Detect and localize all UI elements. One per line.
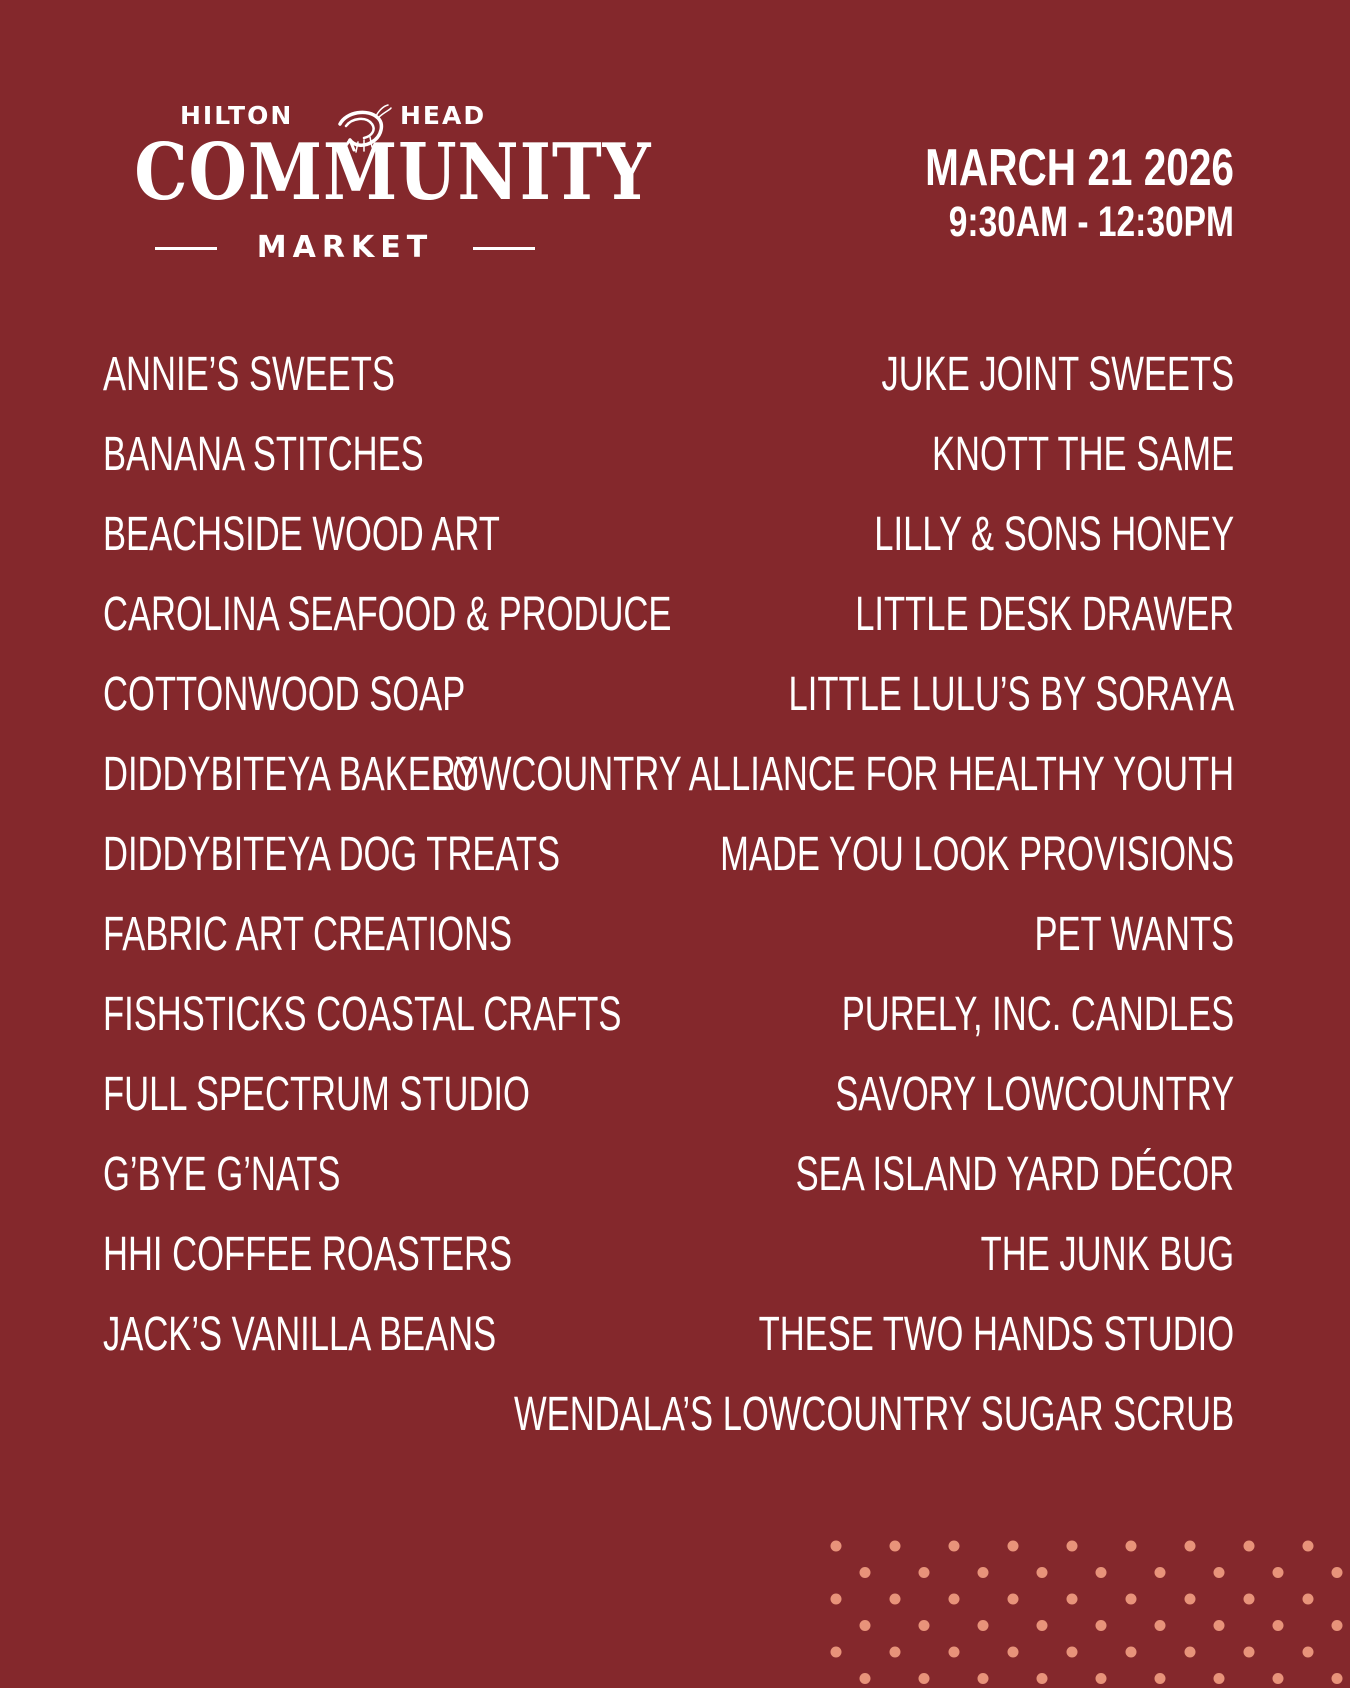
vendor-item: MADE YOU LOOK PROVISIONS [719,828,1234,881]
vendor-item: KNOTT THE SAME [931,428,1234,481]
decorative-dot [1244,1594,1255,1605]
decorative-dot [1332,1567,1343,1578]
vendor-item: G’BYE G’NATS [103,1148,341,1201]
decorative-dot [1214,1673,1225,1684]
decorative-dot [1008,1647,1019,1658]
vendor-item: LOWCOUNTRY ALLIANCE FOR HEALTHY YOUTH [432,748,1234,801]
decorative-dot [1155,1567,1166,1578]
decorative-dot [1067,1647,1078,1658]
decorative-dot [949,1541,960,1552]
vendor-item: DIDDYBITEYA BAKERY [103,748,479,801]
decorative-dot [1126,1541,1137,1552]
event-date: MARCH 21 2026 [925,139,1234,197]
vendor-item: CAROLINA SEAFOOD & PRODUCE [103,588,672,641]
vendor-item: SAVORY LOWCOUNTRY [835,1068,1234,1121]
vendor-item: BANANA STITCHES [103,428,424,481]
decorative-dot [831,1594,842,1605]
decorative-dot [1303,1594,1314,1605]
decorative-dot-pattern [820,1530,1350,1688]
logo-divider-right [473,247,535,250]
decorative-dot [1096,1567,1107,1578]
decorative-dot [949,1647,960,1658]
vendor-column-right [121,345,1234,1465]
vendor-item: WENDALA’S LOWCOUNTRY SUGAR SCRUB [513,1388,1234,1441]
decorative-dot [860,1620,871,1631]
decorative-dot [1155,1620,1166,1631]
vendor-item: PET WANTS [1034,908,1234,961]
vendor-item: LILLY & SONS HONEY [874,508,1234,561]
decorative-dot [1244,1647,1255,1658]
logo-top-left-text: HILTON [180,101,294,130]
vendor-item: BEACHSIDE WOOD ART [103,508,500,561]
vendor-item: COTTONWOOD SOAP [103,668,466,721]
decorative-dot [1214,1567,1225,1578]
vendor-item: FABRIC ART CREATIONS [103,908,513,961]
event-time: 9:30AM - 12:30PM [948,198,1234,246]
logo-bottom-text: MARKET [256,230,434,265]
vendor-item: PURELY, INC. CANDLES [841,988,1234,1041]
decorative-dot [1037,1673,1048,1684]
decorative-dot [1185,1541,1196,1552]
vendor-item: ANNIE’S SWEETS [103,348,395,401]
decorative-dot [1155,1673,1166,1684]
decorative-dot [949,1594,960,1605]
vendor-item: FULL SPECTRUM STUDIO [103,1068,530,1121]
decorative-dot [1126,1647,1137,1658]
decorative-dot [1303,1647,1314,1658]
decorative-dot [1273,1620,1284,1631]
vendor-item: JACK’S VANILLA BEANS [103,1308,497,1361]
decorative-dot [1067,1541,1078,1552]
vendor-item: SEA ISLAND YARD DÉCOR [795,1148,1234,1201]
decorative-dot [1037,1567,1048,1578]
vendor-item: HHI COFFEE ROASTERS [103,1228,513,1281]
decorative-dot [831,1541,842,1552]
decorative-dot [919,1673,930,1684]
decorative-dot [1332,1673,1343,1684]
decorative-dot [890,1647,901,1658]
decorative-dot [1332,1620,1343,1631]
logo-bottom-row [100,228,590,268]
decorative-dot [978,1620,989,1631]
logo-divider-left [155,247,217,250]
decorative-dot [831,1647,842,1658]
vendor-item: JUKE JOINT SWEETS [881,348,1234,401]
vendor-item: THESE TWO HANDS STUDIO [758,1308,1234,1361]
decorative-dot [860,1567,871,1578]
decorative-dot [1096,1673,1107,1684]
decorative-dot [1244,1541,1255,1552]
decorative-dot [919,1567,930,1578]
decorative-dot [919,1620,930,1631]
market-logo [100,68,652,268]
logo-main-text: COMMUNITY [134,127,652,218]
decorative-dot [1067,1594,1078,1605]
decorative-dot [1185,1647,1196,1658]
vendor-item: LITTLE DESK DRAWER [855,588,1234,641]
decorative-dot [1008,1541,1019,1552]
decorative-dot [1037,1620,1048,1631]
decorative-dot [890,1541,901,1552]
decorative-dot [1273,1567,1284,1578]
vendor-item: FISHSTICKS COASTAL CRAFTS [103,988,622,1041]
decorative-dot [978,1567,989,1578]
event-info [838,138,1234,246]
vendor-item: DIDDYBITEYA DOG TREATS [103,828,561,881]
decorative-dot [1303,1541,1314,1552]
decorative-dot [1214,1620,1225,1631]
vendor-item: THE JUNK BUG [980,1228,1234,1281]
decorative-dot [978,1673,989,1684]
decorative-dot [860,1673,871,1684]
decorative-dot [1096,1620,1107,1631]
decorative-dot [1273,1673,1284,1684]
decorative-dot [1126,1594,1137,1605]
decorative-dot [890,1594,901,1605]
decorative-dot [1185,1594,1196,1605]
logo-top-right-text: HEAD [400,101,487,130]
vendor-item: LITTLE LULU’S BY SORAYA [788,668,1234,721]
decorative-dot [1008,1594,1019,1605]
